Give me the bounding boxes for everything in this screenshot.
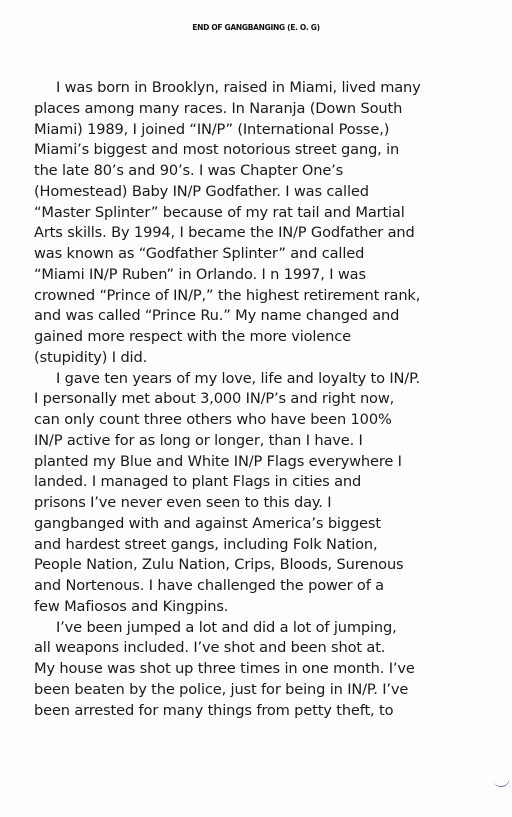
text-line: Miami’s biggest and most notorious street gang, in — [34, 141, 400, 159]
text-line: I personally met about 3,000 IN/P’s and right now, — [34, 390, 395, 408]
text-line: Miami) 1989, I joined “IN/P” (International Posse,) — [34, 120, 390, 138]
text-line: all weapons included. I’ve shot and been shot at. — [34, 639, 386, 657]
text-line: (stupidity) I did. — [34, 348, 148, 366]
text-line: places among many races. In Naranja (Down South — [34, 99, 403, 117]
text-line: few Mafiosos and Kingpins. — [34, 597, 229, 615]
document-title: END OF GANGBANGING (E. O. G) — [192, 23, 320, 32]
document-body — [34, 78, 504, 721]
text-line: planted my Blue and White IN/P Flags everywhere I — [34, 452, 402, 470]
text-line: and Nortenous. I have challenged the power of a — [34, 577, 384, 594]
text-line: I gave ten years of my love, life and loyalty to IN/P. — [56, 369, 420, 387]
text-line: I’ve been jumped a lot and did a lot of jumping, — [56, 618, 397, 636]
pen-mark — [493, 776, 511, 788]
text-line: gangbanged with and against America’s biggest — [34, 514, 381, 532]
text-line: gained more respect with the more violence — [34, 328, 351, 345]
text-line: I was born in Brooklyn, raised in Miami, lived many — [56, 79, 421, 96]
text-line: My house was shot up three times in one month. I’ve — [34, 660, 415, 677]
text-line: IN/P active for as long or longer, than I have. I — [34, 431, 363, 449]
text-line: People Nation, Zulu Nation, Crips, Bloods, Surenous — [34, 556, 404, 574]
text-line: been beaten by the police, just for being in IN/P. I’ve — [34, 680, 409, 698]
text-line: “Master Splinter” because of my rat tail and Martial — [34, 203, 405, 221]
text-line: and was called “Prince Ru.” My name changed and — [34, 307, 400, 325]
text-line: crowned “Prince of IN/P,” the highest retirement rank, — [34, 286, 421, 304]
text-line: been arrested for many things from petty theft, to — [34, 701, 394, 719]
text-line: Arts skills. By 1994, I became the IN/P Godfather and — [34, 224, 415, 242]
text-line: and hardest street gangs, including Folk Nation, — [34, 535, 378, 553]
text-line: “Miami IN/P Ruben” in Orlando. I n 1997, I was — [34, 265, 366, 283]
text-line: was known as “Godfather Splinter” and called — [34, 245, 365, 262]
text-line: prisons I’ve never even seen to this day. I — [34, 494, 332, 511]
text-line: can only count three others who have been 100% — [34, 411, 392, 428]
text-line: the late 80’s and 90’s. I was Chapter One’s — [34, 162, 344, 179]
text-line: landed. I managed to plant Flags in cities and — [34, 473, 362, 491]
text-line: (Homestead) Baby IN/P Godfather. I was called — [34, 182, 369, 200]
